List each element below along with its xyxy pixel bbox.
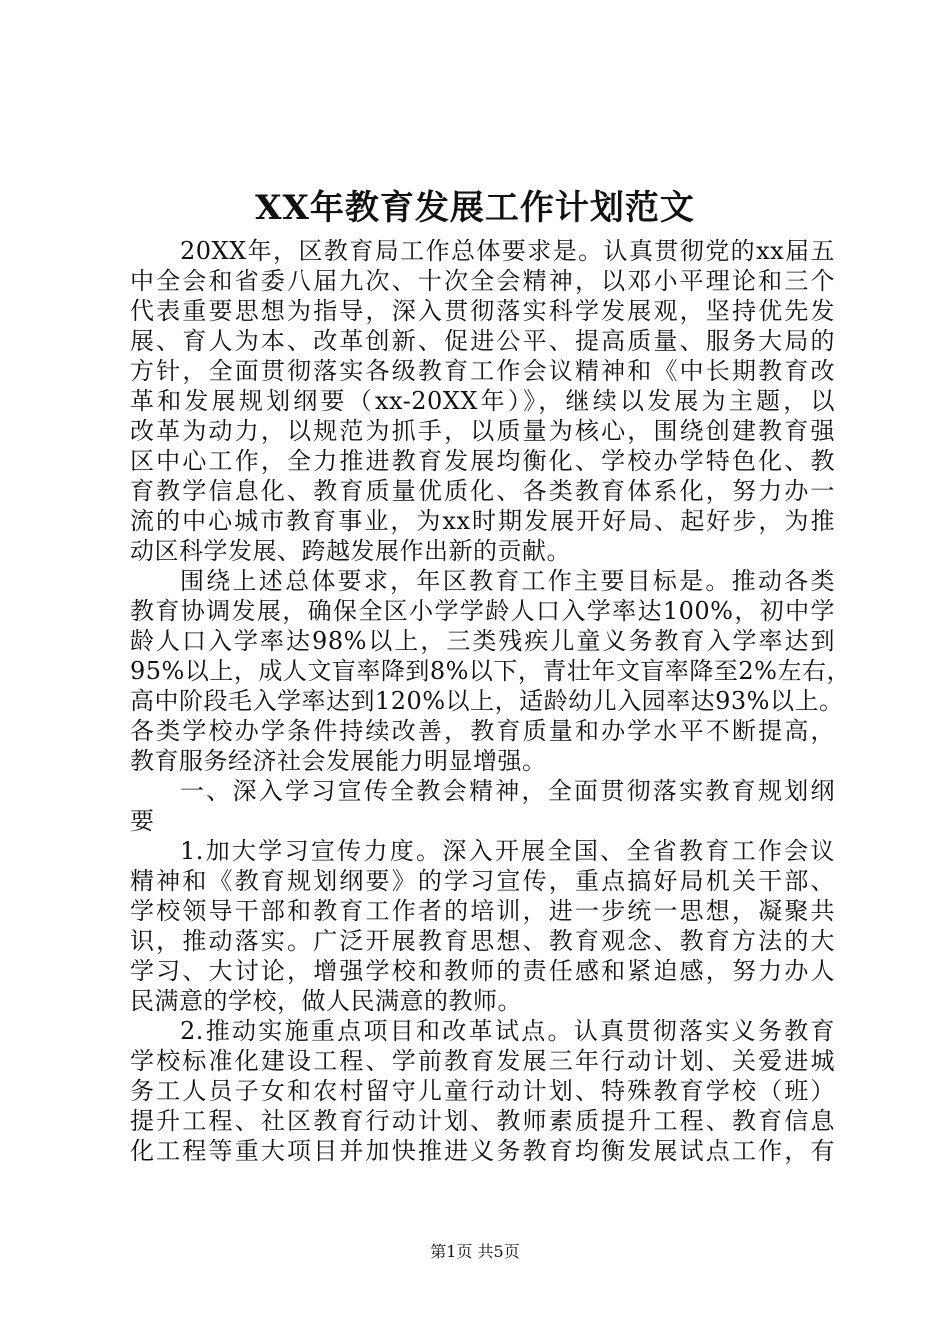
text-line: 精神和《教育规划纲要》的学习宣传，重点搞好局机关干部、 bbox=[130, 867, 835, 895]
text-line: 动区科学发展、跨越发展作出新的贡献。 bbox=[130, 537, 571, 565]
section-heading: 一、深入学习宣传全教会精神，全面贯彻落实教育规划纲 bbox=[180, 777, 835, 805]
text-line: 各类学校办学条件持续改善，教育质量和办学水平不断提高， bbox=[130, 717, 835, 745]
document-title: XX年教育发展工作计划范文 bbox=[255, 188, 695, 228]
text-line: 识，推动落实。广泛开展教育思想、教育观念、教育方法的大 bbox=[130, 927, 835, 955]
text-line: 区中心工作，全力推进教育发展均衡化、学校办学特色化、教 bbox=[130, 447, 835, 475]
text-line: 中全会和省委八届九次、十次全会精神，以邓小平理论和三个 bbox=[130, 267, 835, 295]
text-line: 围绕上述总体要求，年区教育工作主要目标是。推动各类 bbox=[180, 567, 835, 595]
text-line: 育教学信息化、教育质量优质化、各类教育体系化，努力办一 bbox=[130, 477, 835, 505]
text-line: 提升工程、社区教育行动计划、教师素质提升工程、教育信息 bbox=[130, 1107, 835, 1135]
text-line: 化工程等重大项目并加快推进义务教育均衡发展试点工作，有 bbox=[130, 1137, 835, 1165]
section-heading: 要 bbox=[130, 807, 155, 835]
text-line: 方针，全面贯彻落实各级教育工作会议精神和《中长期教育改 bbox=[130, 357, 835, 385]
text-line: 学校标准化建设工程、学前教育发展三年行动计划、关爱进城 bbox=[130, 1047, 835, 1075]
text-line: 20XX年，区教育局工作总体要求是。认真贯彻党的xx届五 bbox=[180, 237, 835, 265]
text-line: 龄人口入学率达98%以上，三类残疾儿童义务教育入学率达到 bbox=[130, 627, 835, 655]
text-line: 学校领导干部和教育工作者的培训，进一步统一思想，凝聚共 bbox=[130, 897, 835, 925]
text-line: 1.加大学习宣传力度。深入开展全国、全省教育工作会议 bbox=[180, 837, 835, 865]
text-line: 高中阶段毛入学率达到120%以上，适龄幼儿入园率达93%以上。 bbox=[130, 687, 844, 715]
text-line: 民满意的学校，做人民满意的教师。 bbox=[130, 987, 522, 1015]
document-body bbox=[130, 236, 851, 1166]
text-line: 教育服务经济社会发展能力明显增强。 bbox=[130, 747, 547, 775]
text-line: 95%以上，成人文盲率降到8%以下，青壮年文盲率降至2%左右， bbox=[130, 657, 851, 685]
text-line: 2.推动实施重点项目和改革试点。认真贯彻落实义务教育 bbox=[180, 1017, 835, 1045]
text-line: 流的中心城市教育事业，为xx时期发展开好局、起好步，为推 bbox=[130, 507, 835, 535]
text-line: 改革为动力，以规范为抓手，以质量为核心，围绕创建教育强 bbox=[130, 417, 835, 445]
text-line: 代表重要思想为指导，深入贯彻落实科学发展观，坚持优先发 bbox=[130, 297, 835, 325]
text-line: 展、育人为本、改革创新、促进公平、提高质量、服务大局的 bbox=[130, 327, 835, 355]
text-line: 教育协调发展，确保全区小学学龄人口入学率达100%，初中学 bbox=[130, 597, 835, 625]
page-number: 第1页 共5页 bbox=[430, 1242, 520, 1261]
text-line: 务工人员子女和农村留守儿童行动计划、特殊教育学校（班） bbox=[130, 1077, 835, 1105]
text-line: 学习、大讨论，增强学校和教师的责任感和紧迫感，努力办人 bbox=[130, 957, 835, 985]
text-line: 革和发展规划纲要（xx-20XX年）》，继续以发展为主题，以 bbox=[130, 387, 835, 415]
